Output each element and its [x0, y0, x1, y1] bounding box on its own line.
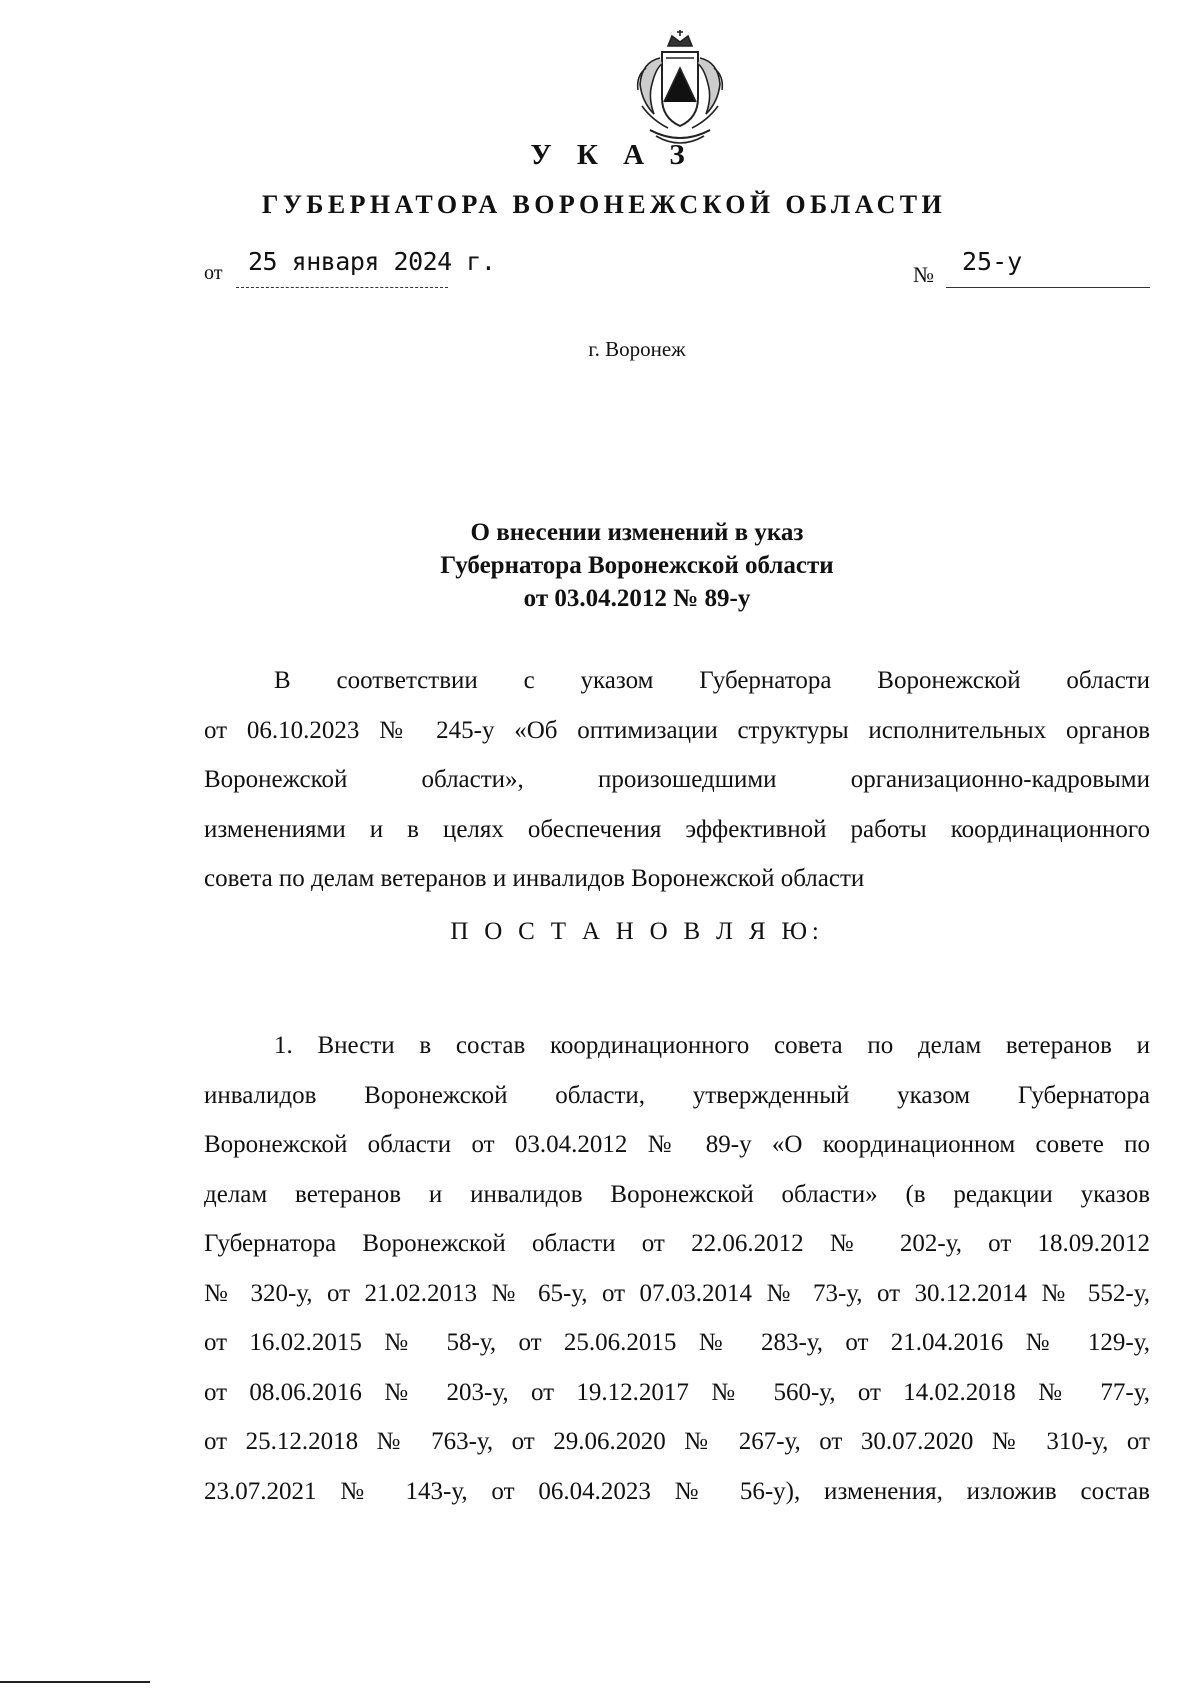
number-value: 25-у	[962, 247, 1023, 276]
paragraph-line: № 320-у, от 21.02.2013 № 65-у, от 07.03.2014 № 73-у, от 30.12.2014 № 552-у,	[204, 1279, 1150, 1307]
paragraph-line: инвалидов Воронежской области, утвержденный указом Губернатора	[204, 1081, 1150, 1109]
document-type-title: У К А З	[530, 139, 694, 171]
item-1-paragraph	[204, 1021, 1150, 1516]
heading-line: Губернатора Воронежской области	[440, 552, 834, 579]
paragraph-line: Губернатора Воронежской области от 22.06.2012 № 202-у, от 18.09.2012	[204, 1230, 1150, 1257]
paragraph-line: от 16.02.2015 № 58-у, от 25.06.2015 № 283-у, от 21.04.2016 № 129-у,	[204, 1329, 1150, 1356]
paragraph-line: делам ветеранов и инвалидов Воронежской области» (в редакции указов	[204, 1180, 1150, 1208]
paragraph-line: Воронежской области от 03.04.2012 № 89-у «О координационном совете по	[204, 1131, 1150, 1158]
paragraph-line: от 25.12.2018 № 763-у, от 29.06.2020 № 267-у, от 30.07.2020 № 310-у, от	[204, 1428, 1150, 1455]
heading-line: О внесении изменений в указ	[470, 519, 804, 546]
preamble-paragraph	[204, 656, 1150, 904]
paragraph-line: 23.07.2021 № 143-у, от 06.04.2023 № 56-у), изменения, изложив состав	[204, 1477, 1150, 1505]
date-label: от	[204, 262, 223, 284]
footer-rule	[0, 1681, 150, 1683]
document-issuer-title: ГУБЕРНАТОРА ВОРОНЕЖСКОЙ ОБЛАСТИ	[261, 190, 947, 219]
document-heading	[0, 516, 1200, 615]
paragraph-line: совета по делам ветеранов и инвалидов Воронежской области	[204, 865, 865, 892]
paragraph-line: изменениями и в целях обеспечения эффективной работы координационного	[204, 815, 1150, 843]
number-underline	[946, 287, 1150, 288]
paragraph-line: Воронежской области», произошедшими организационно-кадровыми	[204, 766, 1150, 793]
date-value: 25 января 2024 г.	[248, 247, 496, 276]
date-underline	[236, 287, 448, 288]
paragraph-line: 1. Внести в состав координационного совета по делам ветеранов и	[274, 1032, 1150, 1059]
city-label: г. Воронеж	[588, 337, 686, 361]
paragraph-line: В соответствии с указом Губернатора Воронежской области	[274, 667, 1150, 694]
decree-word: П О С Т А Н О В Л Я Ю:	[450, 918, 824, 945]
heading-line: от 03.04.2012 № 89-у	[523, 585, 751, 612]
number-label: №	[913, 262, 934, 287]
coat-of-arms-emblem-icon	[628, 28, 732, 150]
paragraph-line: от 06.10.2023 № 245-у «Об оптимизации структуры исполнительных органов	[204, 716, 1150, 744]
paragraph-line: от 08.06.2016 № 203-у, от 19.12.2017 № 560-у, от 14.02.2018 № 77-у,	[204, 1378, 1150, 1406]
